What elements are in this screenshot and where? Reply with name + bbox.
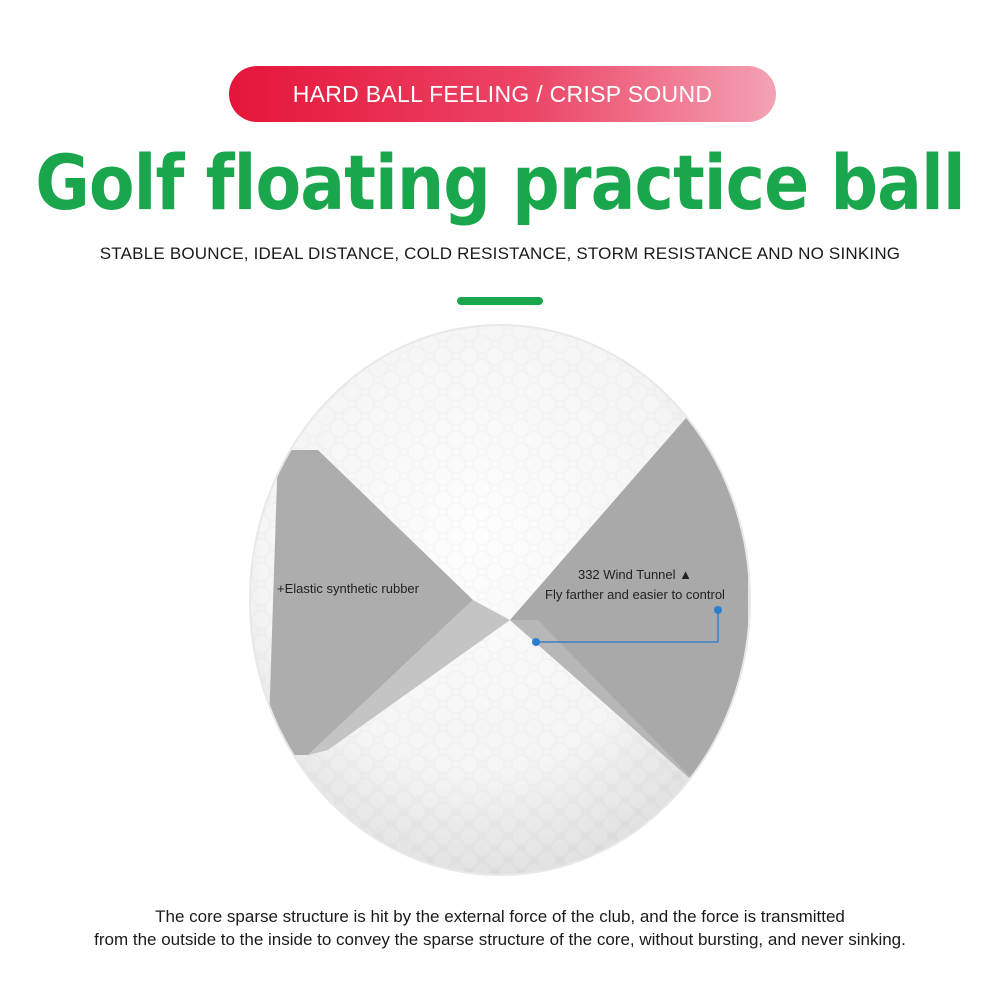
- footer-line-1: The core sparse structure is hit by the external force of the club, and the force is transmitted: [155, 907, 845, 926]
- wind-tunnel-callout: [520, 565, 750, 605]
- footer-line-2: from the outside to the inside to convey the sparse structure of the core, without bursting, and never sinking.: [94, 930, 906, 949]
- callout-dot-start: [532, 638, 540, 646]
- rubber-label: +Elastic synthetic rubber: [277, 581, 419, 596]
- wind-tunnel-desc: Fly farther and easier to control: [545, 587, 725, 602]
- title-divider: [457, 297, 543, 305]
- feature-pill-text: HARD BALL FEELING / CRISP SOUND: [292, 80, 713, 107]
- feature-pill: [229, 66, 776, 122]
- page-subtitle: STABLE BOUNCE, IDEAL DISTANCE, COLD RESISTANCE, STORM RESISTANCE AND NO SINKING: [99, 244, 901, 263]
- wind-tunnel-title: 332 Wind Tunnel ▲: [577, 567, 693, 582]
- page-title: Golf floating practice ball: [35, 138, 965, 228]
- callout-dot-end: [714, 606, 722, 614]
- footer-description: [0, 905, 1000, 951]
